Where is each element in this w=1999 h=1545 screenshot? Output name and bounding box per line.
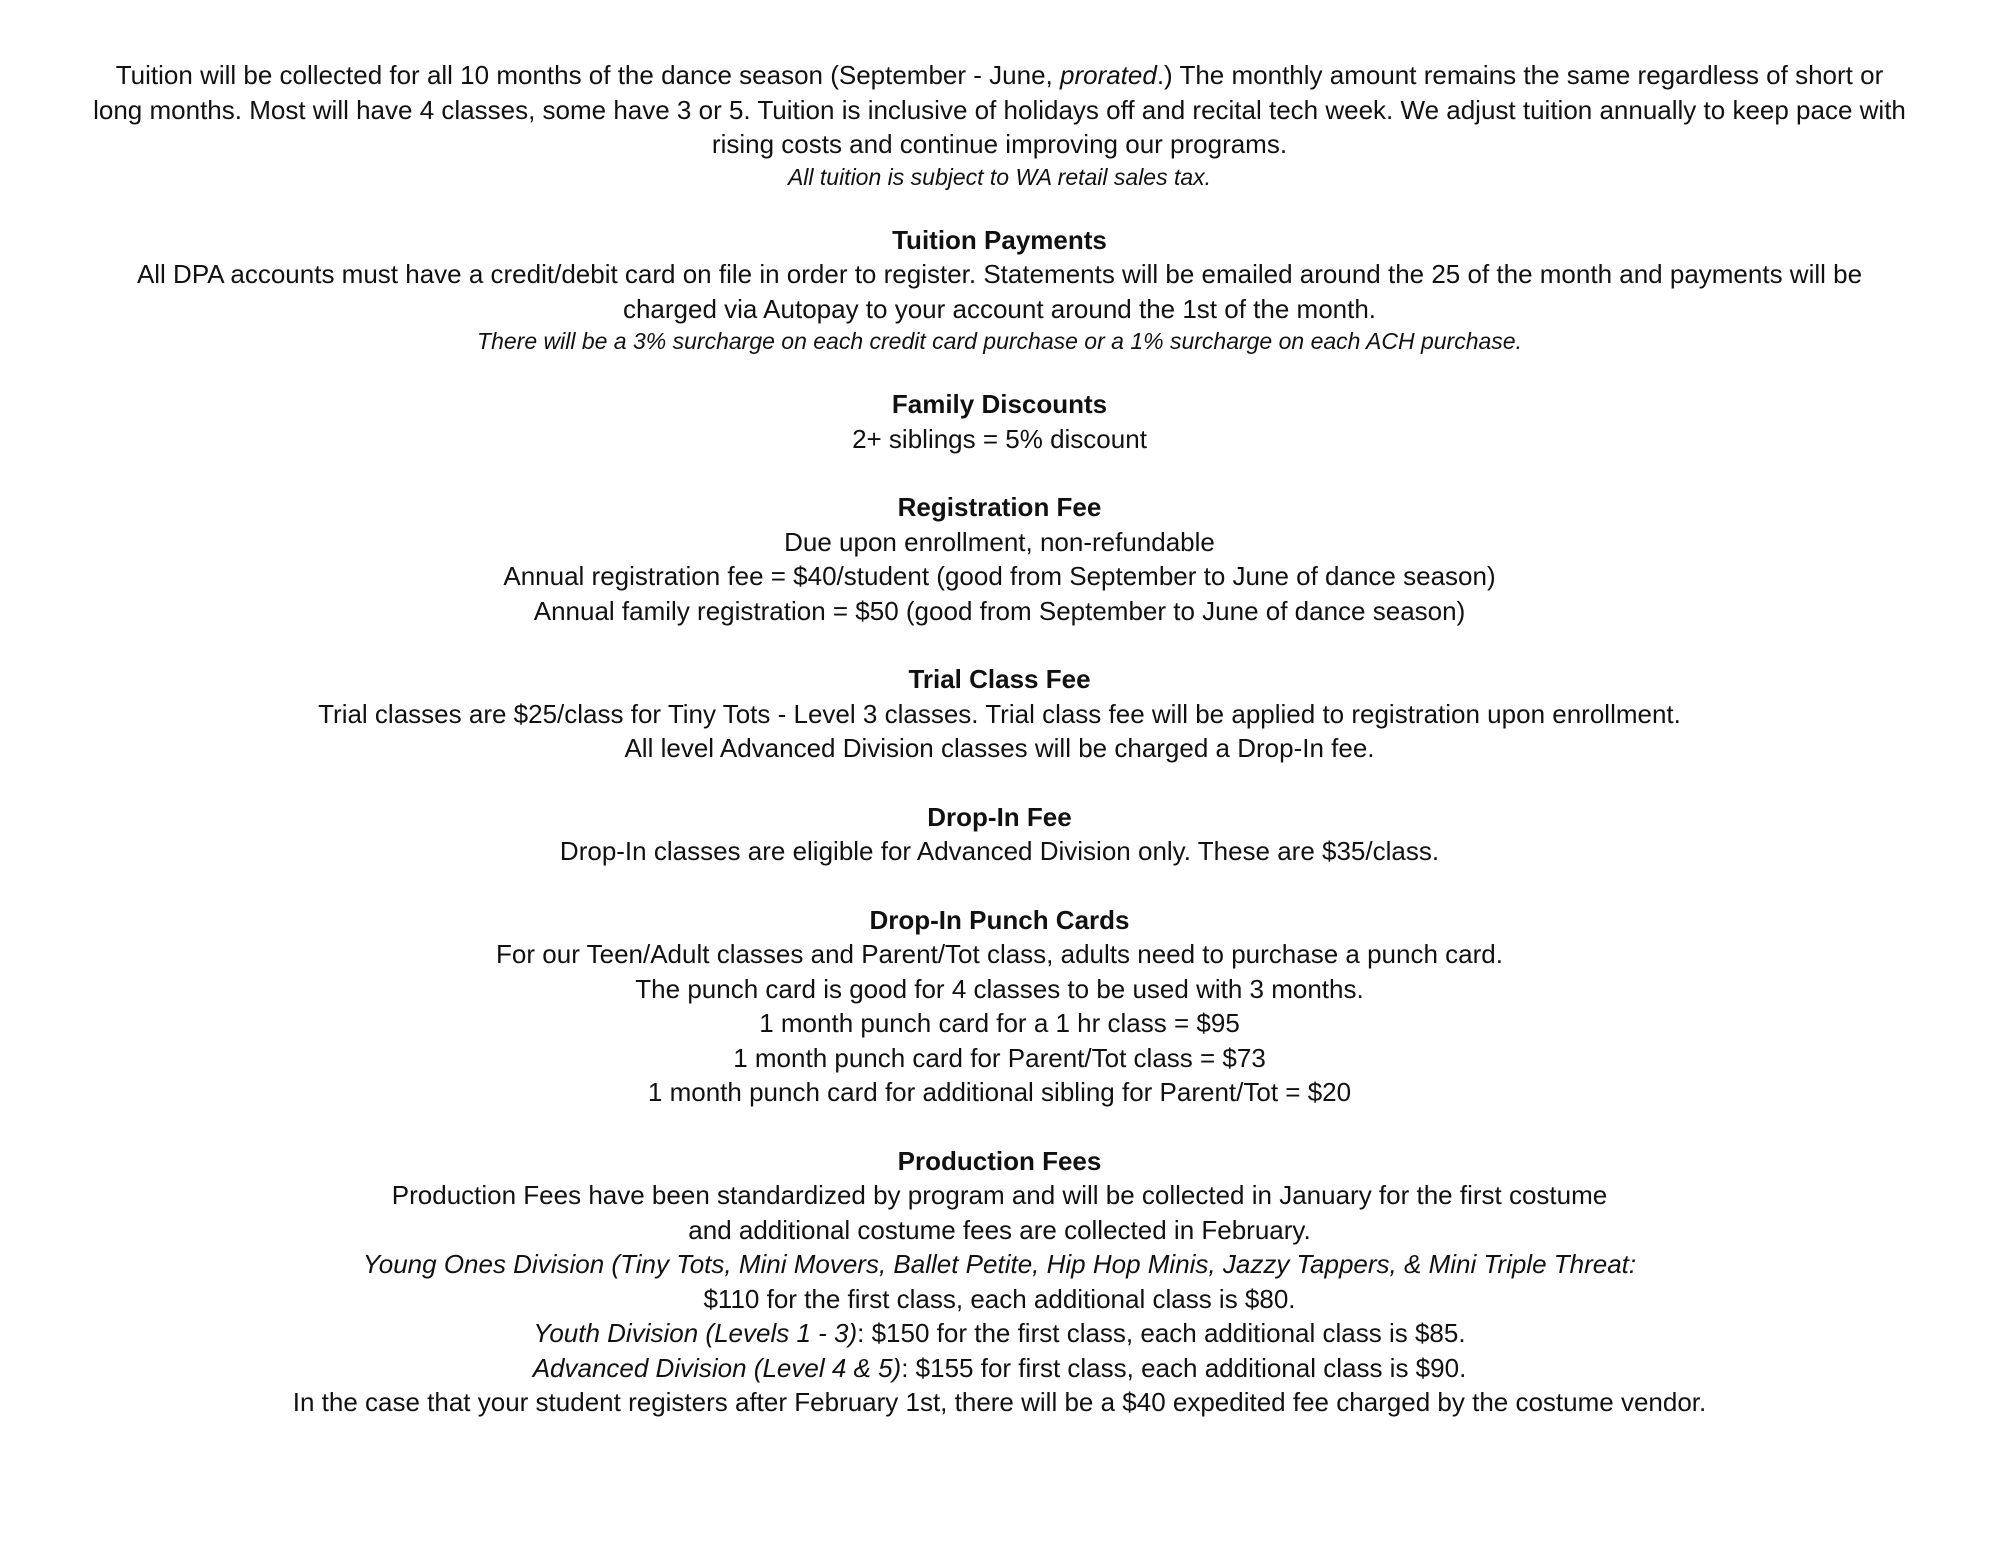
intro-tax-note: All tuition is subject to WA retail sales tax. xyxy=(787,163,1212,190)
drop-in-fee-heading: Drop-In Fee xyxy=(927,801,1072,832)
registration-fee-section xyxy=(0,490,1999,628)
youth-division-price: : $150 for the first class, each additional class is $85. xyxy=(857,1318,1466,1348)
intro-section xyxy=(0,58,1999,192)
advanced-division-label: Advanced Division (Level 4 & 5) xyxy=(532,1352,902,1383)
production-fees-section xyxy=(0,1144,1999,1420)
tuition-payments-line-2: charged via Autopay to your account around the 1st of the month. xyxy=(622,293,1377,324)
drop-in-fee-line-1: Drop-In classes are eligible for Advanced Division only. These are $35/class. xyxy=(559,836,1440,866)
family-discounts-heading: Family Discounts xyxy=(891,389,1108,419)
youth-division-label: Youth Division (Levels 1 - 3) xyxy=(533,1318,858,1348)
registration-fee-line-2: Annual registration fee = $40/student (good from September to June of dance season) xyxy=(503,561,1496,591)
registration-fee-line-3: Annual family registration = $50 (good from September to June of dance season) xyxy=(533,595,1466,626)
trial-class-fee-heading: Trial Class Fee xyxy=(908,664,1091,694)
family-discounts-line-1: 2+ siblings = 5% discount xyxy=(852,423,1147,454)
trial-class-fee-line-1: Trial classes are $25/class for Tiny Tots - Level 3 classes. Trial class fee will be applied to registration upon enrollment. xyxy=(318,698,1681,729)
trial-class-fee-line-2: All level Advanced Division classes will be charged a Drop-In fee. xyxy=(624,733,1375,763)
intro-line-1-part-b: .) The monthly amount remains the same regardless of short or xyxy=(1156,60,1884,90)
punch-cards-line-3: 1 month punch card for a 1 hr class = $95 xyxy=(759,1008,1240,1038)
intro-prorated-text: prorated xyxy=(1059,60,1157,90)
punch-cards-line-4: 1 month punch card for Parent/Tot class = $73 xyxy=(733,1042,1266,1073)
intro-line-3: rising costs and continue improving our programs. xyxy=(711,129,1288,159)
intro-line-1-part-a: Tuition will be collected for all 10 months of the dance season (September - June, xyxy=(115,60,1060,90)
expedited-fee-line: In the case that your student registers after February 1st, there will be a $40 expedited fee charged by the costume vendor. xyxy=(292,1387,1707,1417)
youth-division-line xyxy=(0,1316,1999,1351)
production-fees-line-1: Production Fees have been standardized by program and will be collected in January for the first costume xyxy=(391,1180,1608,1210)
advanced-division-line xyxy=(0,1351,1999,1386)
registration-fee-line-1: Due upon enrollment, non-refundable xyxy=(784,526,1215,557)
production-fees-heading: Production Fees xyxy=(897,1145,1102,1176)
trial-class-fee-section xyxy=(0,662,1999,766)
drop-in-fee-section xyxy=(0,800,1999,869)
registration-fee-heading: Registration Fee xyxy=(897,492,1102,522)
punch-cards-line-2: The punch card is good for 4 classes to be used with 3 months. xyxy=(635,973,1364,1004)
drop-in-punch-cards-heading: Drop-In Punch Cards xyxy=(869,904,1130,935)
tuition-payments-line-1: All DPA accounts must have a credit/debit card on file in order to register. Statements will be emailed around the 25 of the month and payments will be xyxy=(136,259,1863,289)
tuition-payments-heading: Tuition Payments xyxy=(892,224,1107,255)
young-ones-division-label: Young Ones Division (Tiny Tots, Mini Movers, Ballet Petite, Hip Hop Minis, Jazzy Tappers, & Mini Triple Threat: xyxy=(362,1249,1637,1279)
drop-in-punch-cards-section xyxy=(0,903,1999,1110)
young-ones-division-price: $110 for the first class, each additional class is $80. xyxy=(703,1283,1296,1314)
surcharge-note: There will be a 3% surcharge on each credit card purchase or a 1% surcharge on each ACH purchase. xyxy=(477,328,1522,354)
punch-cards-line-5: 1 month punch card for additional sibling for Parent/Tot = $20 xyxy=(647,1077,1352,1107)
intro-line-1 xyxy=(0,58,1999,93)
production-fees-line-2: and additional costume fees are collected in February. xyxy=(688,1214,1311,1245)
tuition-payments-section xyxy=(0,223,1999,357)
punch-cards-line-1: For our Teen/Adult classes and Parent/Tot class, adults need to purchase a punch card. xyxy=(496,939,1503,969)
family-discounts-section xyxy=(0,387,1999,456)
intro-line-2: long months. Most will have 4 classes, some have 3 or 5. Tuition is inclusive of holidays off and recital tech week. We adjust tuition annually to keep pace with xyxy=(93,94,1906,125)
advanced-division-price: : $155 for first class, each additional class is $90. xyxy=(901,1352,1467,1383)
